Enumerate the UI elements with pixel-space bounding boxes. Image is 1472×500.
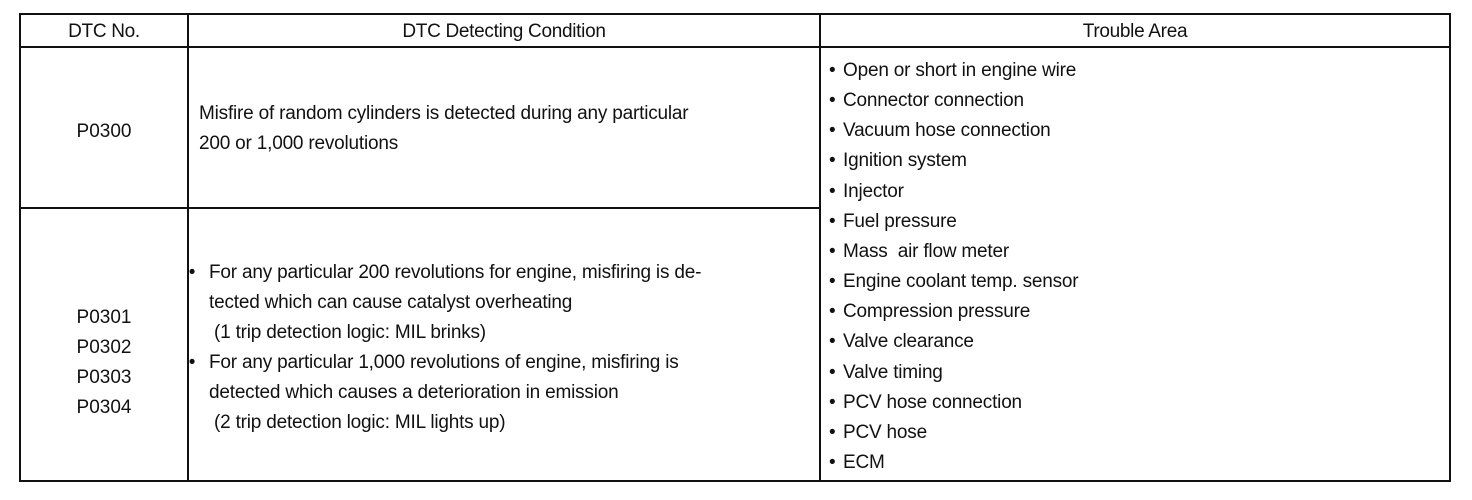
trouble-item [827,358,1447,388]
trouble-item [827,237,1447,267]
condition-line: For any particular 1,000 revolutions of engine, misfiring is [209,352,679,373]
trouble-item-label: PCV hose [843,421,927,443]
column-divider-2 [819,15,821,480]
bullet-icon: • [829,361,836,383]
bullet-icon: • [829,421,836,443]
row-divider [21,207,821,209]
bullet-icon: • [829,240,836,262]
trouble-item [827,56,1447,86]
header-dtc-no: DTC No. [68,20,140,42]
trouble-item-label: Injector [843,180,904,202]
trouble-item [827,116,1447,146]
trouble-item-label: Compression pressure [843,301,1031,323]
bullet-icon: • [829,90,836,112]
trouble-item [827,388,1447,418]
dtc-code: P0304 [76,397,132,418]
trouble-item [827,207,1447,237]
dtc-code: P0303 [76,367,132,388]
condition-line: Misfire of random cylinders is detected during any particular [199,103,689,124]
condition-line: (1 trip detection logic: MIL brinks) [214,322,486,343]
trouble-item-label: Engine coolant temp. sensor [843,271,1079,293]
row-2-condition [185,258,811,438]
bullet-icon: • [188,352,196,373]
trouble-item [827,86,1447,116]
condition-item [185,348,811,438]
bullet-icon: • [829,452,836,474]
dtc-code: P0301 [76,307,132,328]
bullet-icon: • [829,180,836,202]
condition-line: 200 or 1,000 revolutions [199,133,399,154]
condition-line: detected which causes a deterioration in emission [209,382,619,403]
dtc-code: P0300 [76,121,132,142]
condition-line: For any particular 200 revolutions for engine, misfiring is de- [209,262,702,283]
trouble-item-label: Fuel pressure [843,210,957,232]
trouble-item [827,177,1447,207]
row-1-codes [21,117,187,147]
trouble-item [827,267,1447,297]
dtc-table [19,13,1451,482]
condition-line: (2 trip detection logic: MIL lights up) [214,412,506,433]
trouble-item [827,418,1447,448]
bullet-icon: • [188,262,196,283]
trouble-item-label: Valve timing [843,361,943,383]
trouble-item [827,146,1447,176]
trouble-item-label: Vacuum hose connection [843,120,1051,142]
trouble-item-label: Connector connection [843,90,1024,112]
row-2-codes [21,303,187,423]
header-condition: DTC Detecting Condition [402,20,606,42]
bullet-icon: • [829,391,836,413]
condition-line: tected which can cause catalyst overheating [209,292,573,313]
bullet-icon: • [829,301,836,323]
condition-item [185,258,811,348]
bullet-icon: • [829,60,836,81]
dtc-code: P0302 [76,337,132,358]
bullet-icon: • [829,150,836,172]
bullet-icon: • [829,331,836,353]
header-trouble-area: Trouble Area [1082,20,1188,42]
trouble-item-label: Ignition system [843,150,967,172]
trouble-item-label: Open or short in engine wire [843,60,1077,81]
trouble-item [827,327,1447,357]
trouble-item [827,297,1447,327]
trouble-item [827,448,1447,478]
trouble-item-label: ECM [843,452,885,474]
trouble-item-label: Valve clearance [843,331,974,353]
bullet-icon: • [829,120,836,142]
row-1-condition [199,99,809,159]
bullet-icon: • [829,271,836,293]
bullet-icon: • [829,210,836,232]
trouble-area-list [827,56,1447,478]
trouble-item-label: PCV hose connection [843,391,1022,413]
trouble-item-label: Mass air flow meter [843,240,1009,262]
